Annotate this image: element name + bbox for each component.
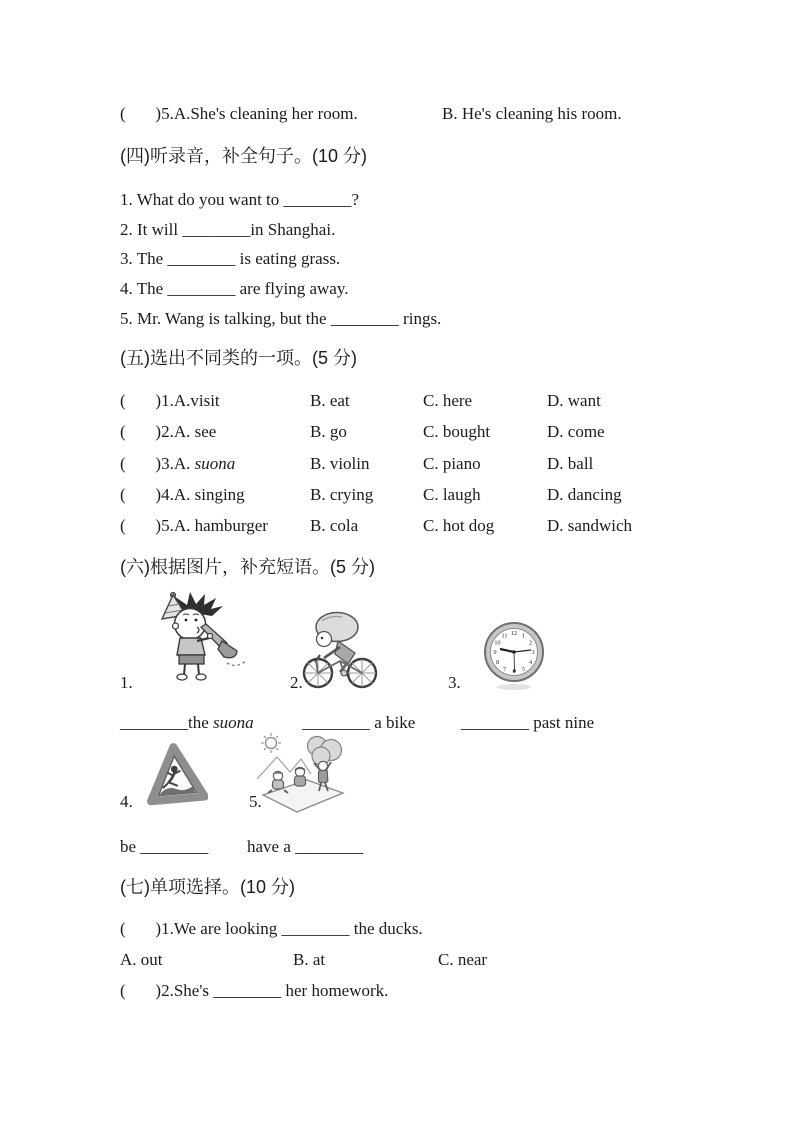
section5-r5-a — [120, 515, 268, 537]
section5-r4-a — [120, 484, 245, 506]
section6-phrase-4: be ________ — [120, 837, 209, 856]
section5-r2-c: C. bought — [423, 422, 491, 441]
section5-r2-d: D. come — [547, 422, 605, 441]
section6-num-4: 4. — [120, 792, 133, 811]
suona-boy-illustration — [137, 591, 255, 686]
svg-text:7: 7 — [502, 665, 507, 673]
section4-item-5: 5. Mr. Wang is talking, but the ________ rings. — [120, 309, 442, 328]
boy-shorts — [179, 655, 204, 664]
section5-r1-b: B. eat — [310, 391, 350, 410]
section5-r1-a — [120, 390, 220, 412]
option-a-text: ( )2.A. see — [120, 422, 217, 441]
svg-text:8: 8 — [495, 658, 500, 666]
listening-q5-option-b: B. He's cleaning his room. — [442, 104, 622, 123]
section6-phrase-5: have a ________ — [247, 837, 364, 856]
section5-r5-b: B. cola — [310, 516, 359, 535]
section5-r5-d: D. sandwich — [547, 516, 632, 535]
section7-title: (七)单项选择。(10 分) — [120, 877, 295, 897]
svg-text:2: 2 — [528, 639, 533, 647]
svg-text:10: 10 — [494, 639, 501, 647]
option-a-text: ( )4.A. singing — [120, 485, 245, 504]
section5-r2-b: B. go — [310, 422, 347, 441]
sun-icon — [266, 738, 277, 749]
section5-r2-a — [120, 421, 216, 443]
svg-text:1: 1 — [521, 632, 526, 640]
section5-r3-a — [120, 453, 235, 475]
section5-r3-d: D. ball — [547, 454, 594, 473]
warning-sign-illustration — [144, 741, 208, 815]
section4-title: (四)听录音，补全句子。(10 分) — [120, 146, 367, 166]
section6-phrase-1 — [120, 712, 254, 734]
picnic-illustration — [257, 729, 349, 817]
section4-item-3: 3. The ________ is eating grass. — [120, 249, 341, 268]
section6-phrase-3: ________ past nine — [461, 713, 595, 732]
svg-text:4: 4 — [528, 658, 533, 666]
section5-r4-d: D. dancing — [547, 485, 622, 504]
section7-q2: ( )2.She's ________ her homework. — [120, 981, 389, 1000]
second-hand-icon — [514, 652, 515, 670]
svg-text:9: 9 — [493, 649, 497, 657]
sound-waves-icon — [227, 660, 247, 665]
section6-phrase-2: ________ a bike — [302, 713, 416, 732]
option-a-italic: suona — [194, 454, 236, 473]
section7-q1-option-a: A. out — [120, 950, 163, 969]
section6-num-2: 2. — [290, 673, 303, 692]
blank-text: ________the — [120, 713, 214, 732]
section4-item-4: 4. The ________ are flying away. — [120, 279, 349, 298]
rider-torso — [335, 641, 355, 664]
section4-item-1: 1. What do you want to ________? — [120, 190, 360, 209]
option-a-text: ( )3.A. — [120, 454, 195, 473]
boy-head — [175, 609, 206, 640]
option-a-text: ( )1.A.visit — [120, 391, 220, 410]
section5-r4-b: B. crying — [310, 485, 374, 504]
section6-num-5: 5. — [249, 792, 262, 811]
italic-word: suona — [213, 713, 254, 732]
bike-rider-illustration — [300, 609, 382, 693]
svg-text:12: 12 — [510, 630, 518, 637]
option-a-text: ( )5.A. hamburger — [120, 516, 268, 535]
section4-item-2: 2. It will ________in Shanghai. — [120, 220, 336, 239]
child-sitting-middle — [295, 767, 306, 786]
section6-title: (六)根据图片，补充短语。(5 分) — [120, 557, 375, 577]
section7-q1: ( )1.We are looking ________ the ducks. — [120, 919, 423, 938]
section5-r4-c: C. laugh — [423, 485, 481, 504]
section5-r3-b: B. violin — [310, 454, 370, 473]
listening-q5-option-a: ( )5.A.She's cleaning her room. — [120, 104, 358, 123]
svg-text:11: 11 — [501, 632, 508, 640]
section6-num-3: 3. — [448, 673, 461, 692]
rider-face — [317, 632, 332, 647]
section5-r1-d: D. want — [547, 391, 601, 410]
section5-r5-c: C. hot dog — [423, 516, 495, 535]
svg-text:5: 5 — [521, 665, 526, 673]
section5-r1-c: C. here — [423, 391, 473, 410]
svg-text:3: 3 — [531, 649, 535, 657]
section5-r3-c: C. piano — [423, 454, 481, 473]
section7-q1-option-c: C. near — [438, 950, 488, 969]
section6-num-1: 1. — [120, 673, 133, 692]
section5-title: (五)选出不同类的一项。(5 分) — [120, 348, 357, 368]
suona-bell-icon — [218, 641, 237, 658]
section7-q1-option-b: B. at — [293, 950, 326, 969]
clock-illustration — [481, 618, 547, 692]
